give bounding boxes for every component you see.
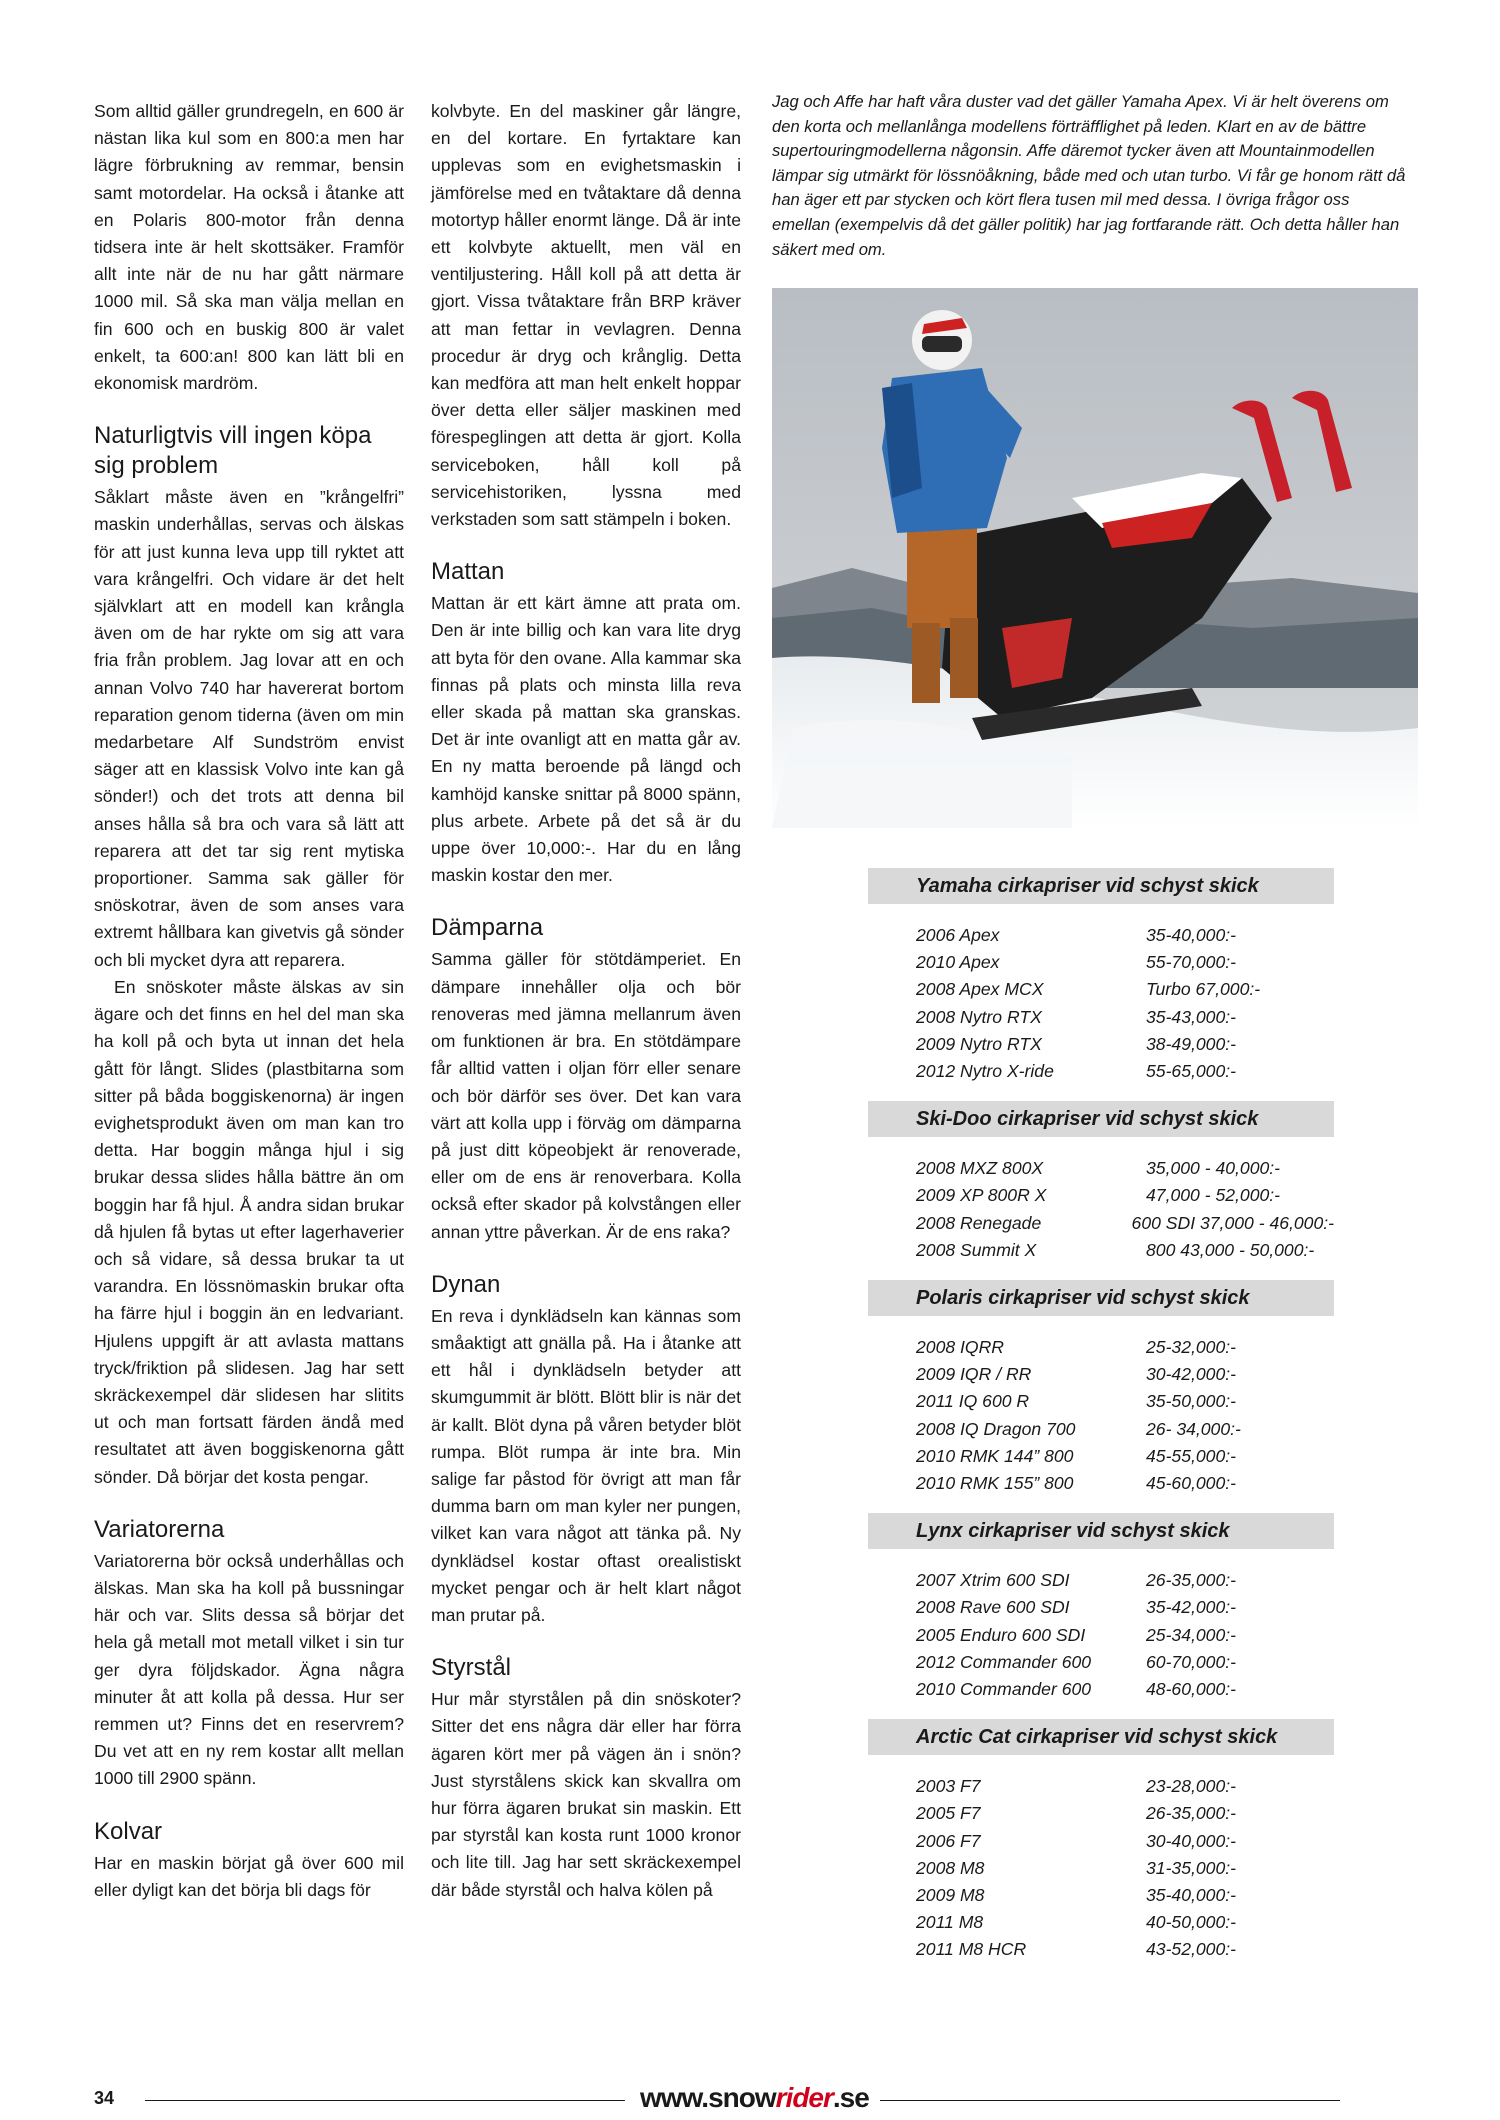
- price-group-title: Yamaha cirkapriser vid schyst skick: [868, 868, 1334, 904]
- section-heading: Dämparna: [431, 914, 544, 942]
- model-price: 26-35,000:-: [1146, 1570, 1236, 1591]
- paragraph: Samma gäller för stötdämperiet. En dämpare innehåller olja och bör renoveras med jämna mellanrum även om funktionen är bra. En stötdämpare får alltid vatten i oljan förr eller senare och bör därför ses över. Det kan vara värt att kolla upp i förväg om dämparna på just ditt köpeobjekt är renoverade, eller om de ens är renoverbara. Kolla också efter skador på kolvstången eller annan yttre påverkan. Är de ens raka?: [431, 949, 741, 1242]
- price-row: [868, 1936, 1334, 1963]
- price-rows: [868, 1549, 1334, 1703]
- price-row: [868, 1649, 1334, 1676]
- price-row: [868, 1388, 1334, 1415]
- section-heading: Dynan: [431, 1270, 501, 1298]
- price-group-title: Arctic Cat cirkapriser vid schyst skick: [868, 1719, 1334, 1755]
- page-number: 34: [94, 2088, 115, 2108]
- model-name: 2007 Xtrim 600 SDI: [916, 1570, 1070, 1591]
- section-heading: Styrstål: [431, 1654, 512, 1682]
- model-name: 2006 Apex: [916, 925, 1000, 945]
- price-row: [868, 1470, 1334, 1497]
- price-group-polaris: [868, 1280, 1334, 1497]
- model-price: 35-50,000:-: [1146, 1391, 1236, 1412]
- model-name: 2008 Apex MCX: [916, 979, 1044, 1000]
- snowmobile-photo: [772, 288, 1418, 828]
- model-name: 2010 RMK 155” 800: [916, 1473, 1074, 1494]
- model-price: Turbo 67,000:-: [1146, 979, 1261, 1000]
- model-name: 2008 IQ Dragon 700: [916, 1418, 1076, 1439]
- price-row: [868, 1058, 1334, 1085]
- price-group-yamaha: [868, 868, 1334, 1085]
- model-name: 2005 F7: [916, 1803, 981, 1824]
- paragraph: Såklart måste även en ”krångelfri” maskin underhållas, servas och älskas för att just kunna leva upp till ryktet att vara krångelfri. Och vidare är det helt självklart att en modell kan krångla även om de har rykte om sig att vara fria från problem. Jag lovar att en och annan Volvo 740 har havererat bortom reparation genom tiderna (även om min medarbetare Alf Sundström envist säger att en klassisk Volvo inte kan gå sönder!) och det trots att denna bil anses hålla så bra och vara så lätt att reparera att det tar sig rent mytiska proportioner. Samma sak gäller för snöskotrar, även de som anses vara extremt hållbara kan givetvis gå sönder och bli mycket dyra att reparera.: [94, 487, 404, 970]
- section-heading: Naturligtvis vill ingen köpa sig problem: [94, 422, 372, 480]
- paragraph: Variatorerna bör också underhållas och älskas. Man ska ha koll på bussningar här och var. Slits dessa så börjar det hela gå metall mot metall vilket i sin tur ger dyra följdskador. Ägna några minuter åt att kolla på dessa. Hur ser remmen ut? Finns det en reservrem? Du vet att en ny rem kostar allt mellan 1000 till 2900 spänn.: [94, 1550, 404, 1789]
- price-row: [868, 1334, 1334, 1361]
- model-price: 25-34,000:-: [1146, 1624, 1236, 1645]
- price-row: [868, 1909, 1334, 1936]
- price-row: [868, 1004, 1334, 1031]
- model-price: 35-40,000:-: [1146, 925, 1236, 945]
- model-name: 2008 Rave 600 SDI: [916, 1597, 1070, 1618]
- price-row: [868, 1182, 1334, 1209]
- article-column-2: [431, 98, 741, 1904]
- paragraph: kolvbyte. En del maskiner går längre, en del kortare. En fyrtaktare kan upplevas som en evighetsmaskin i jämförelse med en tvåtaktare då denna motortyp håller enormt länge. Då är inte ett kolvbyte aktuellt, men väl en ventiljustering. Håll koll på att detta är gjort. Vissa tvåtaktare från BRP kräver att man fettar in vevlagren. Denna procedur är dryg och krånglig. Detta kan medföra att man helt enkelt hoppar över detta eller säljer maskinen med förespeglingen att detta är gjort. Kolla serviceboken, håll koll på servicehistoriken, lyssna med verkstaden som satt stämpeln i boken.: [431, 101, 741, 530]
- model-name: 2010 Apex: [916, 952, 1000, 973]
- model-name: 2006 F7: [916, 1830, 981, 1851]
- price-rows: [868, 1137, 1334, 1264]
- model-price: 48-60,000:-: [1146, 1679, 1236, 1700]
- site-prefix: www.snow: [640, 2082, 776, 2113]
- model-price: 40-50,000:-: [1146, 1912, 1236, 1933]
- price-group-title: Polaris cirkapriser vid schyst skick: [868, 1280, 1334, 1316]
- footer-rule-right: [880, 2100, 1340, 2101]
- paragraph: En snöskoter måste älskas av sin ägare och det finns en hel del man ska ha koll på och byta ut innan det hela gått för långt. Slides (plastbitarna som sitter på båda boggiskenorna) är ingen evighetsprodukt även om man kan tro detta. Har boggin många hjul i sig brukar dessa slides hålla bättre än om boggin har få hjul. Å andra sidan brukar då hjulen få bytas ut efter lagerhaverier och så vidare, så dessa brukar ta ut varandra. En lössnömaskin brukar ofta ha färre hjul i boggin än en ledvariant. Hjulens uppgift är att avlasta mattans tryck/friktion på slidesen. Jag har sett skräckexempel där slidesen har slitits ut och man fortsatt färden ändå med resultatet att även boggiskenorna gått sönder. Då börjar det kosta pengar.: [94, 976, 404, 1487]
- price-group-lynx: [868, 1513, 1334, 1703]
- site-brand: rider: [775, 2082, 833, 2113]
- model-name: 2012 Commander 600: [916, 1651, 1092, 1672]
- site-suffix: .se: [832, 2082, 869, 2113]
- model-price: 30-40,000:-: [1146, 1830, 1236, 1851]
- price-row: [868, 1594, 1334, 1621]
- price-row: [868, 1567, 1334, 1594]
- price-row: [868, 976, 1334, 1003]
- price-group-skidoo: [868, 1101, 1334, 1264]
- model-name: 2011 M8 HCR: [916, 1939, 1027, 1960]
- price-list: [868, 868, 1334, 1980]
- price-rows: [868, 904, 1334, 1085]
- model-price: 30-42,000:-: [1146, 1364, 1236, 1385]
- model-name: 2011 M8: [916, 1912, 984, 1933]
- model-price: 26-35,000:-: [1146, 1803, 1236, 1824]
- paragraph: Hur mår styrstålen på din snöskoter? Sitter det ens några där eller har förra ägaren kört mer på vägen än i snön? Just styrstålens skick kan skvallra om hur förra ägaren brukat sin maskin. Ett par styrstål kan kosta runt 1000 kronor och lite till. Jag har sett skräckexempel där både styrstål och halva kölen på: [431, 1689, 741, 1900]
- model-name: 2012 Nytro X-ride: [916, 1061, 1054, 1082]
- model-name: 2009 Nytro RTX: [916, 1033, 1042, 1054]
- model-name: 2008 Nytro RTX: [916, 1006, 1042, 1027]
- price-row: [868, 1443, 1334, 1470]
- paragraph: Har en maskin börjat gå över 600 mil eller dyligt kan det börja bli dags för: [94, 1852, 404, 1900]
- model-price: 45-60,000:-: [1146, 1473, 1236, 1494]
- model-price: 55-65,000:-: [1146, 1061, 1236, 1082]
- price-rows: [868, 1316, 1334, 1497]
- photo-caption: Jag och Affe har haft våra duster vad det gäller Yamaha Apex. Vi är helt överens om den korta och mellanlånga modellens förträfflighet på leden. Klart en av de bättre supertouringmodellerna någonsin. Affe däremot tycker även att Mountainmodellen lämpar sig utmärkt för lössnöåkning, både med och utan turbo. Vi får ge honom rätt då han äger ett par stycken och kört flera tusen mil med dessa. I övriga frågor oss emellan (exempelvis då det gäller politik) har jag fortfarande rätt. Och detta håller han säkert med om.: [772, 92, 1406, 259]
- model-name: 2003 F7: [916, 1776, 981, 1797]
- price-group-title: Lynx cirkapriser vid schyst skick: [868, 1513, 1334, 1549]
- model-name: 2011 IQ 600 R: [916, 1391, 1030, 1412]
- paragraph: En reva i dynklädseln kan kännas som småaktigt att gnälla på. Ha i åtanke att ett hål i dynklädseln betyder att skumgummit är blött. Blött blir is när det är kallt. Blöt dyna på våren betyder blöt rumpa. Blöt rumpa är inte bra. Min salige far påstod för övrigt att man får dumma barn om man kyler ner pungen, vilket kan vara något att tänka på. Ny dynklädsel kostar oftast orealistiskt mycket pengar och är helt klart något man prutar på.: [431, 1305, 741, 1625]
- model-name: 2008 M8: [916, 1857, 985, 1878]
- price-group-arcticcat: [868, 1719, 1334, 1963]
- model-price: 45-55,000:-: [1146, 1445, 1236, 1466]
- model-price: 600 SDI 37,000 - 46,000:-: [1131, 1212, 1334, 1233]
- price-row: [868, 1031, 1334, 1058]
- model-name: 2009 IQR / RR: [916, 1364, 1032, 1385]
- price-row: [868, 1855, 1334, 1882]
- section-heading: Mattan: [431, 558, 505, 586]
- price-row: [868, 1676, 1334, 1703]
- section-heading: Kolvar: [94, 1817, 163, 1845]
- price-group-title: Ski-Doo cirkapriser vid schyst skick: [868, 1101, 1334, 1137]
- section-heading: Variatorerna: [94, 1515, 225, 1543]
- model-name: 2005 Enduro 600 SDI: [916, 1624, 1086, 1645]
- price-rows: [868, 1755, 1334, 1963]
- model-name: 2008 MXZ 800X: [916, 1158, 1044, 1179]
- price-row: [868, 1828, 1334, 1855]
- model-name: 2010 Commander 600: [916, 1679, 1092, 1700]
- price-row: [868, 1155, 1334, 1182]
- model-name: 2010 RMK 144” 800: [916, 1445, 1074, 1466]
- model-price: 35-40,000:-: [1146, 1885, 1236, 1906]
- model-price: 35-42,000:-: [1146, 1597, 1236, 1618]
- price-row: [868, 1773, 1334, 1800]
- article-column-1: [94, 98, 404, 1904]
- model-price: 26- 34,000:-: [1146, 1418, 1241, 1439]
- model-price: 60-70,000:-: [1146, 1651, 1236, 1672]
- price-row: [868, 922, 1334, 949]
- price-row: [868, 1622, 1334, 1649]
- model-name: 2008 Renegade: [916, 1212, 1042, 1233]
- model-price: 55-70,000:-: [1146, 952, 1236, 973]
- model-price: 43-52,000:-: [1146, 1939, 1236, 1960]
- model-price: 25-32,000:-: [1146, 1337, 1236, 1358]
- model-price: 47,000 - 52,000:-: [1146, 1185, 1281, 1206]
- model-price: 35-43,000:-: [1146, 1006, 1236, 1027]
- footer-rule-left: [145, 2100, 625, 2101]
- paragraph: Mattan är ett kärt ämne att prata om. Den är inte billig och kan vara lite dryg att byta för den ovane. Alla kammar ska finnas på plats och minsta lilla reva eller skada på mattan ska granskas. Det är inte ovanligt att en matta går av. En ny matta beroende på längd och kamhöjd kanske snittar på 8000 spänn, plus arbete. Arbete på det så är du uppe över 10,000:-. Har du en lång maskin kostar den mer.: [431, 593, 741, 886]
- price-row: [868, 949, 1334, 976]
- price-row: [868, 1416, 1334, 1443]
- model-name: 2009 M8: [916, 1885, 985, 1906]
- price-row: [868, 1800, 1334, 1827]
- site-logo[interactable]: [640, 2082, 869, 2114]
- price-row: [868, 1882, 1334, 1909]
- model-price: 35,000 - 40,000:-: [1146, 1158, 1281, 1179]
- model-price: 31-35,000:-: [1146, 1857, 1236, 1878]
- model-name: 2008 IQRR: [916, 1337, 1005, 1358]
- price-row: [868, 1210, 1334, 1237]
- model-name: 2009 XP 800R X: [916, 1185, 1047, 1206]
- model-price: 38-49,000:-: [1146, 1033, 1236, 1054]
- price-row: [868, 1237, 1334, 1264]
- model-name: 2008 Summit X: [916, 1239, 1037, 1260]
- paragraph: Som alltid gäller grundregeln, en 600 är nästan lika kul som en 800:a men har lägre förbrukning av remmar, bensin samt motordelar. Ha också i åtanke att en Polaris 800-motor från denna tidsera inte är helt skottsäker. Framför allt inte när de nu har gått närmare 1000 mil. Så ska man välja mellan en fin 600 och en buskig 800 är valet enkelt, ta 600:an! 800 kan lätt bli en ekonomisk mardröm.: [94, 101, 404, 394]
- price-row: [868, 1361, 1334, 1388]
- model-price: 23-28,000:-: [1146, 1776, 1236, 1797]
- model-price: 800 43,000 - 50,000:-: [1146, 1239, 1315, 1260]
